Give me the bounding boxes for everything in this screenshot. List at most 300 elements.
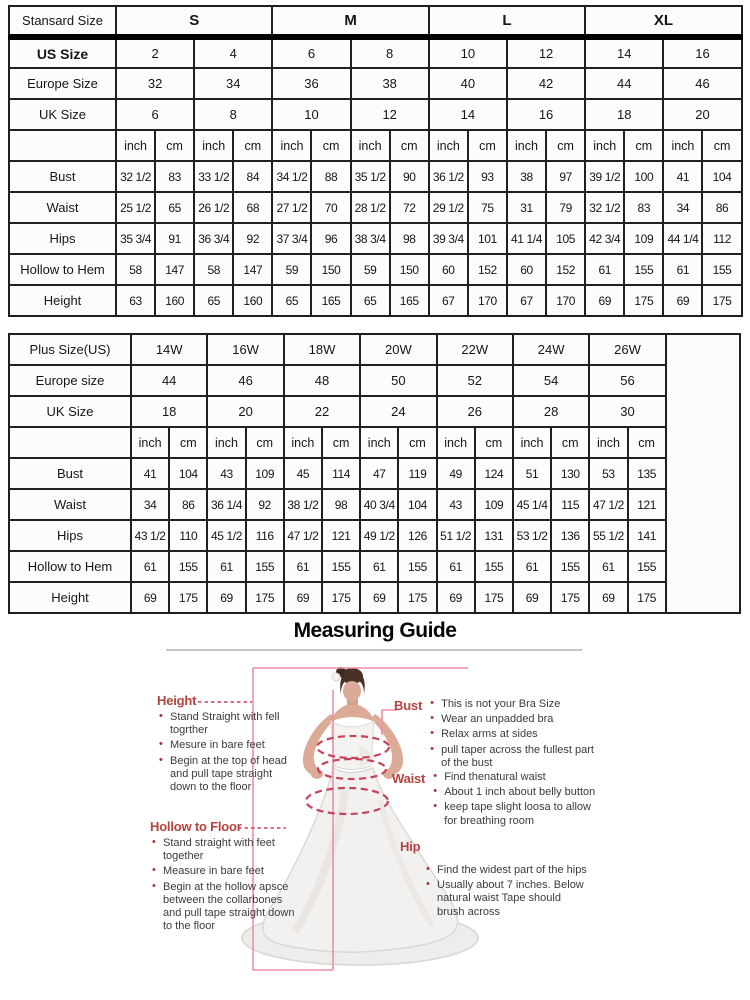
unit-header: cm: [390, 130, 429, 161]
table-row: [9, 37, 742, 68]
guide-bullet: • Begin at the hollow apsce between the collarbones and pull tape straight down to the floor: [150, 881, 302, 934]
guide-bullet: • About 1 inch about belly button: [431, 786, 597, 799]
unit-header: inch: [360, 427, 398, 458]
table-row: [9, 365, 740, 396]
table-cell: 86: [702, 192, 741, 223]
unit-header: inch: [507, 130, 546, 161]
table-cell: 6: [116, 99, 194, 130]
table-cell: 51: [513, 458, 551, 489]
table-cell: 124: [475, 458, 513, 489]
plus-size-header: 20W: [360, 334, 436, 365]
table-cell: 155: [398, 551, 436, 582]
row-label: Europe size: [9, 365, 131, 396]
table-cell: 47 1/2: [589, 489, 627, 520]
table-cell: 16: [663, 37, 741, 68]
table-cell: 69: [585, 285, 624, 316]
table-cell: 38 3/4: [351, 223, 390, 254]
table-cell: 34: [663, 192, 702, 223]
table-cell: 155: [702, 254, 741, 285]
table-cell: 165: [390, 285, 429, 316]
table-row: [9, 161, 742, 192]
table-cell: 96: [311, 223, 350, 254]
table-cell: 42 3/4: [585, 223, 624, 254]
table-cell: 39 3/4: [429, 223, 468, 254]
guide-section-hollow-to-floor: [150, 819, 302, 935]
table-cell: 39 1/2: [585, 161, 624, 192]
row-label: Hollow to Hem: [9, 551, 131, 582]
row-label: Waist: [9, 192, 116, 223]
table-cell: 12: [351, 99, 429, 130]
table-cell: 29 1/2: [429, 192, 468, 223]
table-cell: 40: [429, 68, 507, 99]
table-cell: 37 3/4: [272, 223, 311, 254]
table-cell: 27 1/2: [272, 192, 311, 223]
table-cell: 61: [663, 254, 702, 285]
table-cell: 26 1/2: [194, 192, 233, 223]
table-cell: 155: [551, 551, 589, 582]
table-row: [9, 6, 742, 37]
table-cell: 24: [360, 396, 436, 427]
table-cell: 61: [207, 551, 245, 582]
table-cell: 75: [468, 192, 507, 223]
table-cell: 32 1/2: [116, 161, 155, 192]
table-row: [9, 99, 742, 130]
table-cell: 150: [390, 254, 429, 285]
table-cell: 28: [513, 396, 589, 427]
table-row: [9, 582, 740, 613]
table-cell: 155: [169, 551, 207, 582]
measuring-figure: [0, 645, 750, 1000]
table-cell: 69: [360, 582, 398, 613]
table-cell: 45: [284, 458, 322, 489]
table-row: [9, 68, 742, 99]
unit-header: cm: [546, 130, 585, 161]
table-cell: 61: [360, 551, 398, 582]
table-cell: 47 1/2: [284, 520, 322, 551]
model-face: [343, 681, 361, 701]
guide-bullet: • Mesure in bare feet: [157, 739, 299, 752]
table-cell: 41: [131, 458, 169, 489]
table-cell: 67: [507, 285, 546, 316]
table-row: [9, 223, 742, 254]
unit-header: inch: [272, 130, 311, 161]
row-label: Bust: [9, 161, 116, 192]
table-cell: 100: [624, 161, 663, 192]
plus-size-header: 18W: [284, 334, 360, 365]
table-cell: 68: [233, 192, 272, 223]
plus-table-title: Plus Size(US): [9, 334, 131, 365]
empty-cell: [9, 130, 116, 161]
unit-header: inch: [663, 130, 702, 161]
table-cell: 160: [155, 285, 194, 316]
row-label: Hollow to Hem: [9, 254, 116, 285]
table-cell: 48: [284, 365, 360, 396]
table-cell: 14: [585, 37, 663, 68]
table-cell: 46: [663, 68, 741, 99]
guide-hip-list: [424, 864, 590, 919]
table-cell: 175: [169, 582, 207, 613]
unit-header: cm: [475, 427, 513, 458]
table-cell: 41: [663, 161, 702, 192]
table-cell: 58: [194, 254, 233, 285]
unit-header: inch: [437, 427, 475, 458]
table-cell: 155: [624, 254, 663, 285]
table-cell: 43 1/2: [131, 520, 169, 551]
unit-header: cm: [246, 427, 284, 458]
table-cell: 84: [233, 161, 272, 192]
table-cell: 101: [468, 223, 507, 254]
unit-header: cm: [702, 130, 741, 161]
guide-bullet: • Find the widest part of the hips: [424, 864, 590, 877]
unit-header: cm: [155, 130, 194, 161]
table-cell: 8: [351, 37, 429, 68]
guide-bullet: • Measure in bare feet: [150, 865, 302, 878]
guide-section-waist: [392, 771, 597, 830]
table-cell: 83: [155, 161, 194, 192]
table-cell: 40 3/4: [360, 489, 398, 520]
table-cell: 25 1/2: [116, 192, 155, 223]
row-label: Height: [9, 582, 131, 613]
row-label: Height: [9, 285, 116, 316]
table-cell: 155: [322, 551, 360, 582]
measuring-guide-title: Measuring Guide: [293, 619, 457, 642]
table-cell: 130: [551, 458, 589, 489]
table-cell: 91: [155, 223, 194, 254]
table-cell: 150: [311, 254, 350, 285]
table-cell: 147: [233, 254, 272, 285]
table-cell: 2: [116, 37, 194, 68]
standard-table-title: Stansard Size: [9, 6, 116, 37]
unit-header: inch: [429, 130, 468, 161]
table-cell: 155: [475, 551, 513, 582]
table-cell: 116: [246, 520, 284, 551]
table-cell: 30: [589, 396, 665, 427]
guide-hollow-heading: Hollow to Floor: [150, 819, 242, 834]
guide-bust-list: [428, 698, 604, 772]
table-cell: 105: [546, 223, 585, 254]
table-cell: 92: [246, 489, 284, 520]
table-cell: 43: [207, 458, 245, 489]
unit-header: inch: [284, 427, 322, 458]
unit-header: inch: [513, 427, 551, 458]
table-row: [9, 551, 740, 582]
hair-flower: [332, 673, 340, 681]
table-cell: 34: [194, 68, 272, 99]
unit-header: cm: [169, 427, 207, 458]
table-cell: 49: [437, 458, 475, 489]
model-chest: [330, 705, 375, 722]
table-cell: 155: [246, 551, 284, 582]
empty-cell: [9, 427, 131, 458]
table-cell: 22: [284, 396, 360, 427]
table-cell: 61: [589, 551, 627, 582]
table-cell: 104: [169, 458, 207, 489]
table-cell: 60: [429, 254, 468, 285]
table-cell: 32: [116, 68, 194, 99]
table-cell: 72: [390, 192, 429, 223]
table-cell: 36 3/4: [194, 223, 233, 254]
empty-cell: [666, 334, 740, 613]
table-cell: 26: [437, 396, 513, 427]
table-cell: 109: [475, 489, 513, 520]
standard-size-table: [8, 5, 743, 317]
table-cell: 61: [513, 551, 551, 582]
size-group-header: L: [429, 6, 585, 37]
table-cell: 10: [429, 37, 507, 68]
unit-header: cm: [398, 427, 436, 458]
table-cell: 63: [116, 285, 155, 316]
table-row: [9, 285, 742, 316]
table-row: [9, 520, 740, 551]
guide-hollow-list: [150, 837, 302, 933]
table-row: [9, 458, 740, 489]
table-cell: 175: [702, 285, 741, 316]
table-cell: 58: [116, 254, 155, 285]
table-cell: 34 1/2: [272, 161, 311, 192]
table-cell: 53 1/2: [513, 520, 551, 551]
unit-header: cm: [468, 130, 507, 161]
table-cell: 31: [507, 192, 546, 223]
unit-header: inch: [207, 427, 245, 458]
table-cell: 36 1/4: [207, 489, 245, 520]
table-cell: 131: [475, 520, 513, 551]
unit-header: inch: [589, 427, 627, 458]
table-cell: 93: [468, 161, 507, 192]
guide-section-hip: [400, 839, 590, 921]
table-cell: 69: [284, 582, 322, 613]
table-cell: 79: [546, 192, 585, 223]
table-cell: 12: [507, 37, 585, 68]
size-group-header: S: [116, 6, 272, 37]
table-cell: 119: [398, 458, 436, 489]
table-cell: 18: [131, 396, 207, 427]
table-cell: 175: [628, 582, 666, 613]
table-cell: 10: [272, 99, 350, 130]
table-cell: 52: [437, 365, 513, 396]
table-cell: 97: [546, 161, 585, 192]
table-cell: 60: [507, 254, 546, 285]
table-cell: 46: [207, 365, 283, 396]
table-cell: 59: [272, 254, 311, 285]
table-cell: 104: [702, 161, 741, 192]
table-cell: 34: [131, 489, 169, 520]
table-cell: 42: [507, 68, 585, 99]
table-cell: 55 1/2: [589, 520, 627, 551]
table-cell: 28 1/2: [351, 192, 390, 223]
size-group-header: M: [272, 6, 428, 37]
table-cell: 141: [628, 520, 666, 551]
guide-bullet: • Begin at the top of head and pull tape straight down to the floor: [157, 755, 299, 795]
table-cell: 67: [429, 285, 468, 316]
table-cell: 50: [360, 365, 436, 396]
table-cell: 45 1/2: [207, 520, 245, 551]
unit-header: cm: [322, 427, 360, 458]
table-cell: 86: [169, 489, 207, 520]
guide-waist-heading: Waist: [392, 771, 426, 786]
unit-header: inch: [351, 130, 390, 161]
row-label: US Size: [9, 37, 116, 68]
table-cell: 65: [155, 192, 194, 223]
guide-bullet: • Find thenatural waist: [431, 771, 597, 784]
table-row: [9, 427, 740, 458]
table-cell: 43: [437, 489, 475, 520]
table-cell: 104: [398, 489, 436, 520]
row-label: Bust: [9, 458, 131, 489]
guide-height-list: [157, 711, 299, 794]
table-cell: 109: [246, 458, 284, 489]
table-cell: 44: [585, 68, 663, 99]
table-cell: 175: [322, 582, 360, 613]
row-label: Hips: [9, 520, 131, 551]
guide-bullet: • Relax arms at sides: [428, 728, 604, 741]
guide-bullet: • Wear an unpadded bra: [428, 713, 604, 726]
unit-header: cm: [311, 130, 350, 161]
table-cell: 175: [551, 582, 589, 613]
plus-size-header: 14W: [131, 334, 207, 365]
table-cell: 38: [351, 68, 429, 99]
guide-bust-heading: Bust: [394, 698, 423, 713]
table-cell: 69: [437, 582, 475, 613]
table-cell: 155: [628, 551, 666, 582]
row-label: Europe Size: [9, 68, 116, 99]
table-cell: 61: [131, 551, 169, 582]
table-cell: 47: [360, 458, 398, 489]
table-cell: 61: [284, 551, 322, 582]
table-row: [9, 254, 742, 285]
table-cell: 16: [507, 99, 585, 130]
row-label: UK Size: [9, 99, 116, 130]
unit-header: cm: [628, 427, 666, 458]
table-cell: 114: [322, 458, 360, 489]
table-cell: 98: [322, 489, 360, 520]
table-cell: 112: [702, 223, 741, 254]
unit-header: cm: [624, 130, 663, 161]
row-label: Waist: [9, 489, 131, 520]
table-cell: 44 1/4: [663, 223, 702, 254]
size-group-header: XL: [585, 6, 741, 37]
unit-header: inch: [131, 427, 169, 458]
table-cell: 59: [351, 254, 390, 285]
table-cell: 90: [390, 161, 429, 192]
table-cell: 53: [589, 458, 627, 489]
table-cell: 38: [507, 161, 546, 192]
table-cell: 54: [513, 365, 589, 396]
table-cell: 69: [589, 582, 627, 613]
table-cell: 49 1/2: [360, 520, 398, 551]
plus-size-header: 22W: [437, 334, 513, 365]
table-row: [9, 396, 740, 427]
table-cell: 135: [628, 458, 666, 489]
table-cell: 109: [624, 223, 663, 254]
table-cell: 45 1/4: [513, 489, 551, 520]
table-cell: 6: [272, 37, 350, 68]
table-cell: 69: [513, 582, 551, 613]
table-row: [9, 192, 742, 223]
unit-header: cm: [551, 427, 589, 458]
unit-header: inch: [116, 130, 155, 161]
table-cell: 69: [207, 582, 245, 613]
table-cell: 35 1/2: [351, 161, 390, 192]
table-cell: 41 1/4: [507, 223, 546, 254]
table-cell: 65: [194, 285, 233, 316]
table-cell: 170: [468, 285, 507, 316]
table-cell: 121: [322, 520, 360, 551]
table-cell: 36 1/2: [429, 161, 468, 192]
table-cell: 36: [272, 68, 350, 99]
table-cell: 61: [437, 551, 475, 582]
table-cell: 126: [398, 520, 436, 551]
guide-section-bust: [394, 698, 604, 772]
table-cell: 110: [169, 520, 207, 551]
guide-bullet: • Stand Straight with fell togrther: [157, 711, 299, 737]
table-cell: 175: [624, 285, 663, 316]
guide-bullet: • Stand straight with feet together: [150, 837, 302, 863]
plus-size-header: 16W: [207, 334, 283, 365]
guide-bullet: • keep tape slight loosa to allow for breathing room: [431, 801, 597, 827]
table-row: [9, 334, 740, 365]
table-cell: 152: [468, 254, 507, 285]
table-cell: 115: [551, 489, 589, 520]
unit-header: inch: [585, 130, 624, 161]
table-cell: 20: [663, 99, 741, 130]
guide-section-height: [157, 693, 299, 796]
table-cell: 20: [207, 396, 283, 427]
table-row: [9, 130, 742, 161]
table-cell: 69: [131, 582, 169, 613]
guide-bullet: • pull taper across the fullest part of the bust: [428, 744, 604, 770]
table-cell: 165: [311, 285, 350, 316]
unit-header: inch: [194, 130, 233, 161]
guide-waist-list: [431, 771, 597, 830]
plus-size-header: 26W: [589, 334, 665, 365]
guide-height-heading: Height: [157, 693, 197, 708]
table-cell: 83: [624, 192, 663, 223]
unit-header: cm: [233, 130, 272, 161]
plus-size-header: 24W: [513, 334, 589, 365]
guide-bullet: • Usually about 7 inches. Below natural waist Tape should brush across: [424, 879, 590, 919]
table-cell: 175: [475, 582, 513, 613]
row-label: UK Size: [9, 396, 131, 427]
table-cell: 56: [589, 365, 665, 396]
table-cell: 170: [546, 285, 585, 316]
table-cell: 160: [233, 285, 272, 316]
table-cell: 38 1/2: [284, 489, 322, 520]
table-cell: 88: [311, 161, 350, 192]
table-cell: 65: [351, 285, 390, 316]
guide-hip-heading: Hip: [400, 839, 421, 854]
table-cell: 44: [131, 365, 207, 396]
table-cell: 147: [155, 254, 194, 285]
table-cell: 4: [194, 37, 272, 68]
table-cell: 18: [585, 99, 663, 130]
table-cell: 175: [246, 582, 284, 613]
table-cell: 70: [311, 192, 350, 223]
table-cell: 136: [551, 520, 589, 551]
table-cell: 121: [628, 489, 666, 520]
table-cell: 92: [233, 223, 272, 254]
table-cell: 98: [390, 223, 429, 254]
table-cell: 35 3/4: [116, 223, 155, 254]
table-cell: 33 1/2: [194, 161, 233, 192]
table-cell: 175: [398, 582, 436, 613]
table-cell: 65: [272, 285, 311, 316]
model-left-hand: [311, 769, 323, 779]
table-cell: 69: [663, 285, 702, 316]
row-label: Hips: [9, 223, 116, 254]
plus-size-table: [8, 333, 741, 614]
table-cell: 61: [585, 254, 624, 285]
guide-bullet: • This is not your Bra Size: [428, 698, 604, 711]
